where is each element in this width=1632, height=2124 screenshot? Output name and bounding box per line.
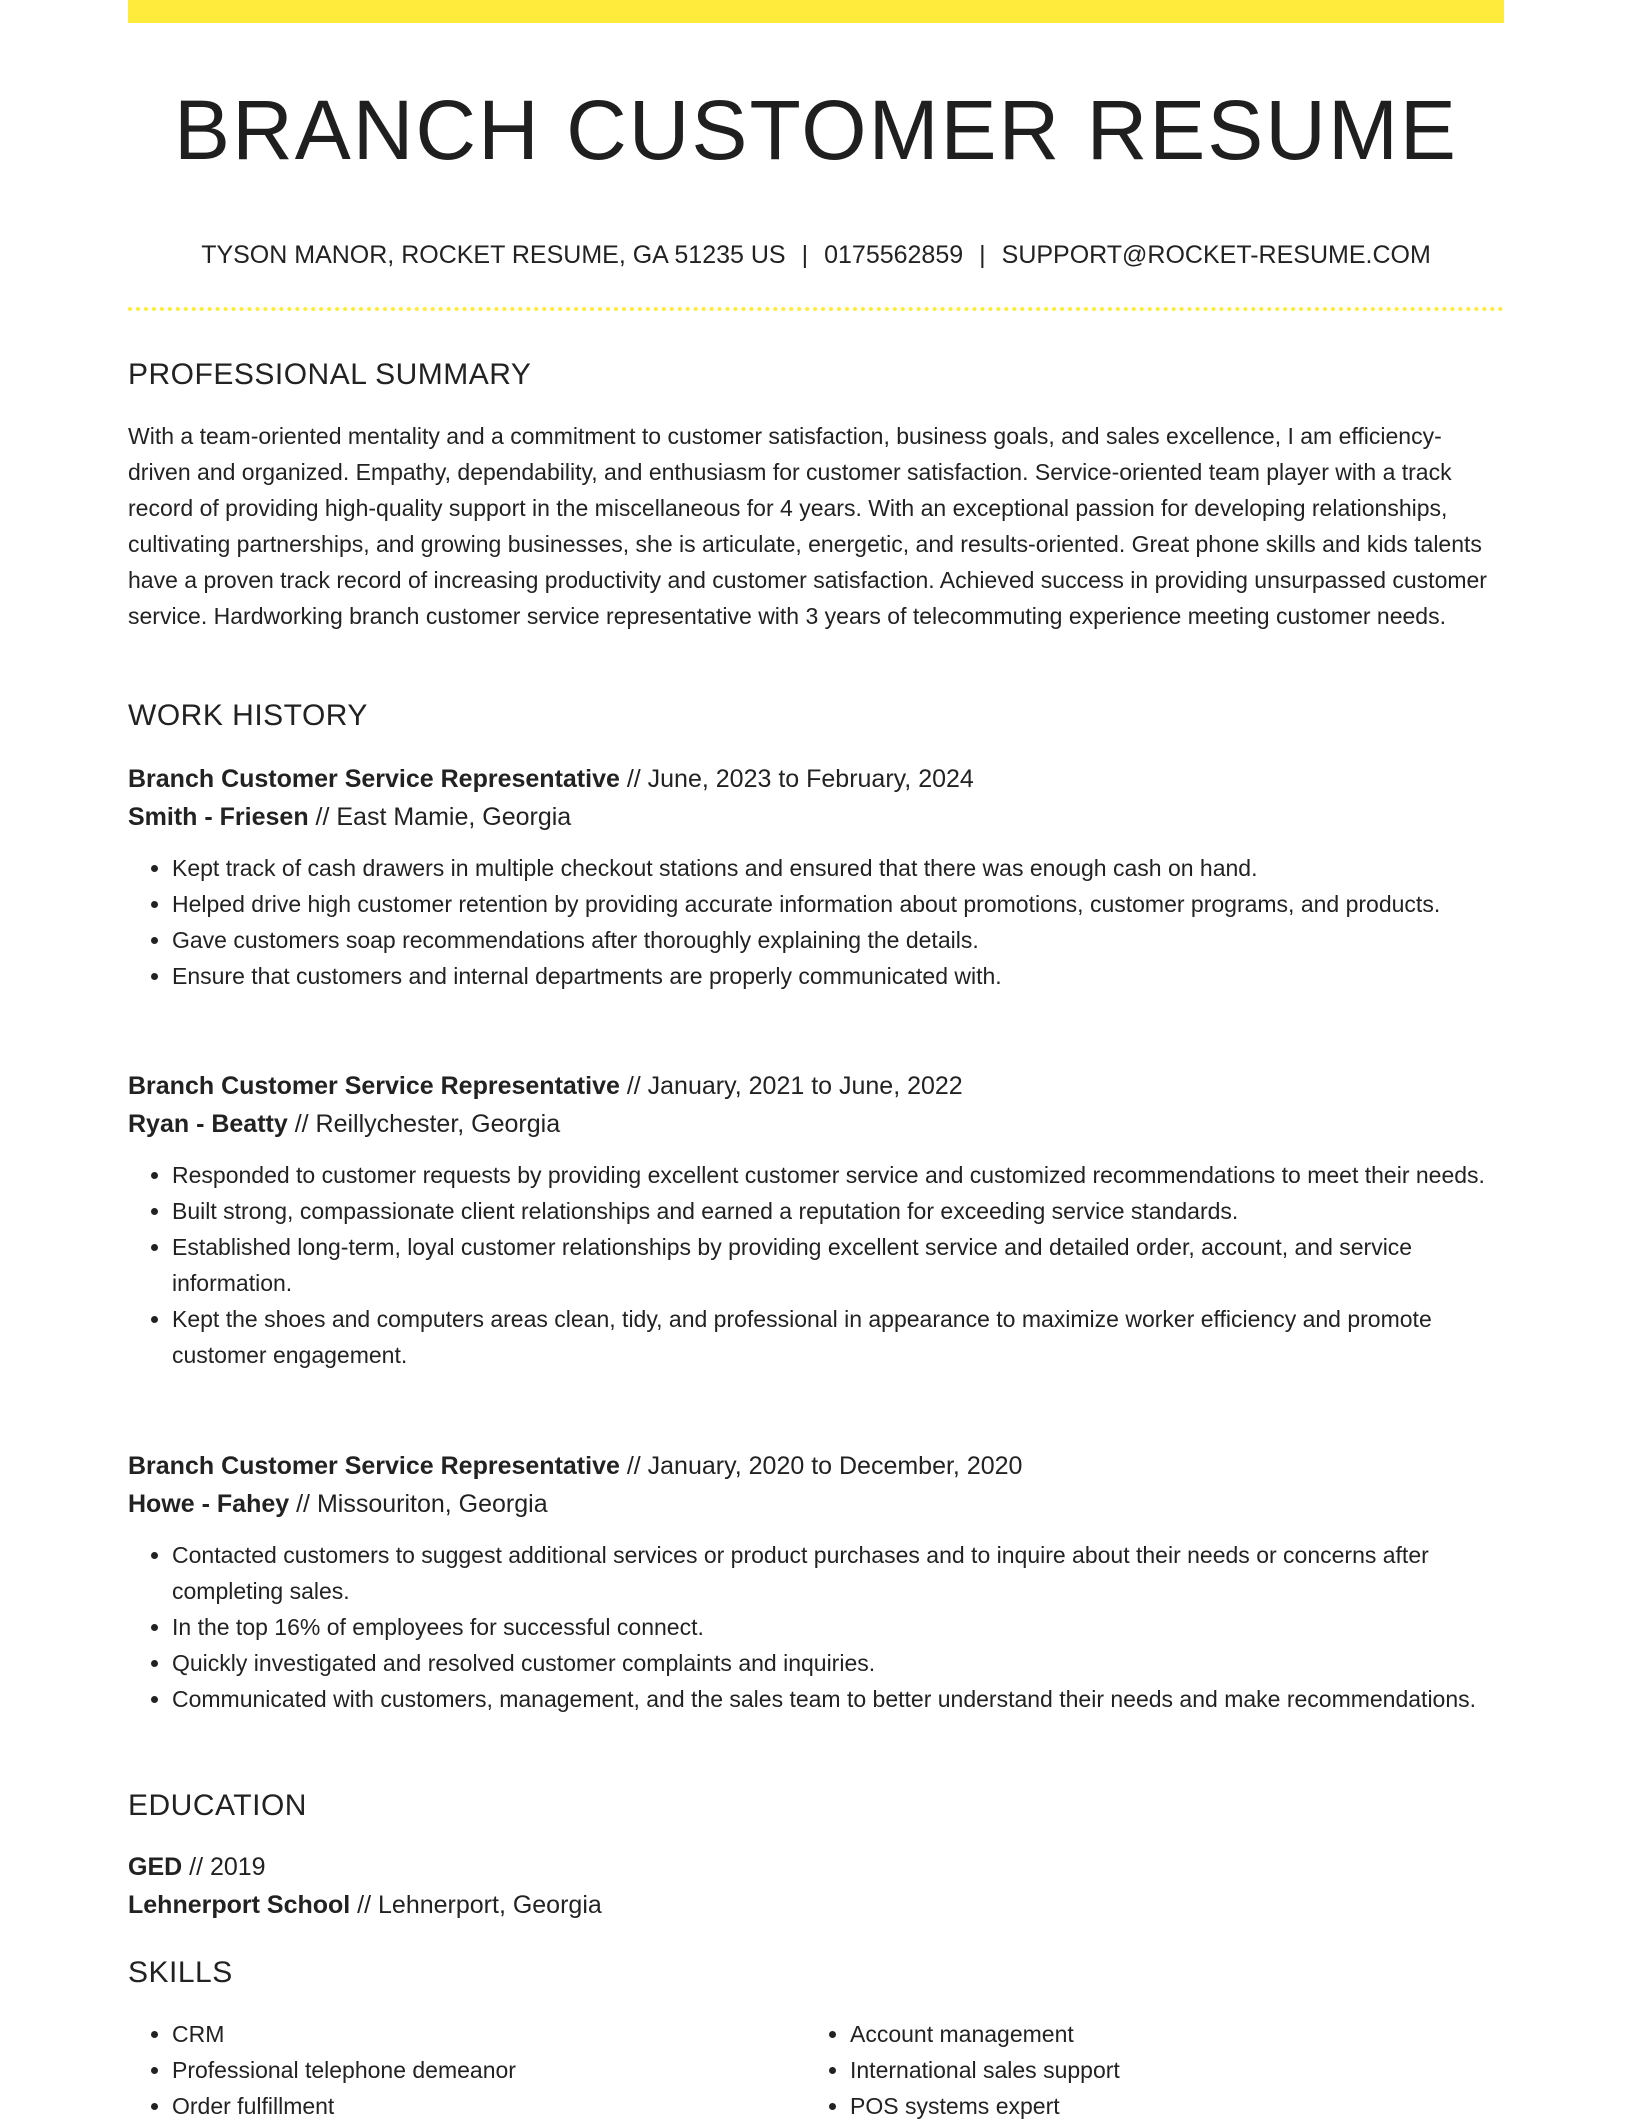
job-bullet: • Communicated with customers, management, and the sales team to better understand their needs and make recommendations. (172, 1681, 1504, 1717)
job-company-line (128, 798, 1504, 836)
skills-heading: SKILLS (128, 1956, 233, 1989)
contact-separator: | (979, 241, 986, 269)
education-degree-line (128, 1848, 1504, 1886)
job-title-line (128, 1067, 1504, 1105)
job-company: Howe - Fahey (128, 1490, 290, 1518)
job-bullet: • Helped drive high customer retention by providing accurate information about promotions, customer programs, and products. (172, 886, 1504, 922)
skill-item: • CRM (172, 2016, 806, 2052)
job-bullet: • In the top 16% of employees for successful connect. (172, 1609, 1504, 1645)
job-title-line (128, 1447, 1504, 1485)
job-dates: // January, 2021 to June, 2022 (619, 1072, 963, 1100)
job-entry (128, 1447, 1504, 1717)
job-entry (128, 760, 1504, 994)
skill-item: • International sales support (850, 2052, 1484, 2088)
job-title: Branch Customer Service Representative (128, 1072, 620, 1100)
education-school: Lehnerport School (128, 1891, 351, 1919)
job-dates: // June, 2023 to February, 2024 (619, 765, 974, 793)
job-entry (128, 1067, 1504, 1373)
job-bullet: • Ensure that customers and internal departments are properly communicated with. (172, 958, 1504, 994)
summary-heading: PROFESSIONAL SUMMARY (128, 358, 532, 391)
contact-separator: | (801, 241, 809, 269)
contact-phone: 0175562859 (824, 241, 964, 269)
job-bullet: • Built strong, compassionate client relationships and earned a reputation for exceeding service standards. (172, 1193, 1504, 1229)
job-bullet: • Responded to customer requests by providing excellent customer service and customized recommendations to meet their needs. (172, 1157, 1504, 1193)
contact-line (128, 238, 1504, 272)
job-bullet: • Gave customers soap recommendations after thoroughly explaining the details. (172, 922, 1504, 958)
job-bullet: • Kept the shoes and computers areas clean, tidy, and professional in appearance to maximize worker efficiency and promote customer engagement. (172, 1301, 1504, 1373)
job-location: // Missouriton, Georgia (289, 1490, 548, 1518)
job-bullets (128, 1537, 1504, 1717)
skills-list (128, 2016, 1504, 2124)
job-company-line (128, 1485, 1504, 1523)
job-bullets (128, 1157, 1504, 1373)
skills-column-left (128, 2016, 806, 2124)
job-title: Branch Customer Service Representative (128, 765, 620, 793)
skill-item: • Order fulfillment (172, 2088, 806, 2124)
education-location: // Lehnerport, Georgia (350, 1891, 602, 1919)
job-company: Ryan - Beatty (128, 1110, 288, 1138)
job-location: // East Mamie, Georgia (308, 803, 572, 831)
job-bullet: • Contacted customers to suggest additional services or product purchases and to inquire about their needs or concerns after completing sales. (172, 1537, 1504, 1609)
job-location: // Reillychester, Georgia (287, 1110, 561, 1138)
skills-column-right (806, 2016, 1484, 2124)
dotted-divider (128, 307, 1504, 311)
education-heading: EDUCATION (128, 1789, 307, 1822)
contact-email: SUPPORT@ROCKET-RESUME.COM (1001, 241, 1431, 269)
summary-text: With a team-oriented mentality and a commitment to customer satisfaction, business goals, and sales excellence, I am efficiency-driven and organized. Empathy, dependability, and enthusiasm for customer satisfaction. Service-oriented team player with a track record of providing high-quality support in the miscellaneous for 4 years. With an exceptional passion for developing relationships, cultivating partnerships, and growing businesses, she is articulate, energetic, and results-oriented. Great phone skills and kids talents have a proven track record of increasing productivity and customer satisfaction. Achieved success in providing unsurpassed customer service. Hardworking branch customer service representative with 3 years of telecommuting experience meeting customer needs. (128, 423, 1487, 629)
skill-item: • Account management (850, 2016, 1484, 2052)
work-history-heading: WORK HISTORY (128, 699, 368, 732)
education-degree: GED (128, 1853, 183, 1881)
top-accent-bar (128, 0, 1504, 23)
job-company: Smith - Friesen (128, 803, 309, 831)
contact-address: TYSON MANOR, ROCKET RESUME, GA 51235 US (201, 241, 786, 269)
job-bullet: • Quickly investigated and resolved customer complaints and inquiries. (172, 1645, 1504, 1681)
job-title: Branch Customer Service Representative (128, 1452, 620, 1480)
job-title-line (128, 760, 1504, 798)
skill-item: • POS systems expert (850, 2088, 1484, 2124)
education-school-line (128, 1886, 1504, 1924)
job-company-line (128, 1105, 1504, 1143)
education-year: // 2019 (182, 1853, 266, 1881)
job-dates: // January, 2020 to December, 2020 (619, 1452, 1023, 1480)
job-bullet: • Established long-term, loyal customer relationships by providing excellent service and detailed order, account, and service information. (172, 1229, 1504, 1301)
education-entry (128, 1848, 1504, 1924)
resume-title: BRANCH CUSTOMER RESUME (174, 83, 1458, 177)
job-bullet: • Kept track of cash drawers in multiple checkout stations and ensured that there was enough cash on hand. (172, 850, 1504, 886)
job-bullets (128, 850, 1504, 994)
skill-item: • Professional telephone demeanor (172, 2052, 806, 2088)
